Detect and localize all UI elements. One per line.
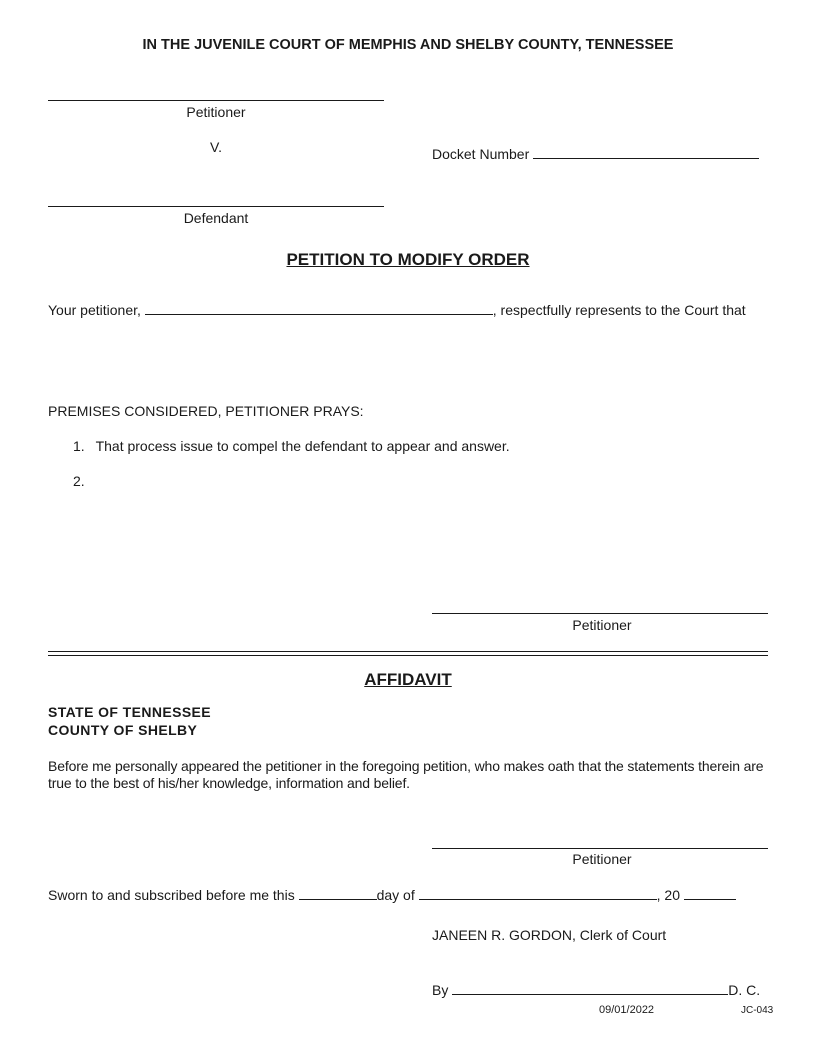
prayer-item bbox=[73, 473, 92, 489]
revision-date: 09/01/2022 bbox=[599, 1004, 655, 1016]
docket-number-field[interactable] bbox=[533, 144, 759, 159]
docket-number-label: Docket Number bbox=[432, 146, 530, 162]
sworn-day-label: day of bbox=[376, 887, 415, 903]
sworn-prefix: Sworn to and subscribed before me this bbox=[48, 887, 295, 903]
affidavit-signature-label: Petitioner bbox=[572, 851, 632, 867]
premises-text: PREMISES CONSIDERED, PETITIONER PRAYS: bbox=[48, 403, 364, 419]
sworn-row bbox=[48, 885, 736, 903]
prayer-number: 1. bbox=[73, 438, 85, 454]
oath-text: Before me personally appeared the petitioner in the foregoing petition, who makes oath that the statements therein are true to the best of his/her knowledge, information and belief. bbox=[48, 758, 764, 791]
sworn-year-field[interactable] bbox=[684, 885, 736, 900]
sworn-month-field[interactable] bbox=[419, 885, 657, 900]
petition-title: PETITION TO MODIFY ORDER bbox=[286, 250, 530, 269]
intro-petitioner-field[interactable] bbox=[145, 300, 493, 315]
versus-label: V. bbox=[210, 139, 222, 155]
county-line: COUNTY OF SHELBY bbox=[48, 722, 198, 738]
affidavit-title: AFFIDAVIT bbox=[364, 670, 452, 689]
dc-label: D. C. bbox=[728, 982, 761, 998]
sworn-year-label: , 20 bbox=[656, 887, 680, 903]
prayer-text: That process issue to compel the defendant to appear and answer. bbox=[95, 438, 510, 454]
deputy-clerk-row bbox=[432, 980, 760, 998]
petition-signature-field[interactable] bbox=[432, 613, 768, 614]
by-label: By bbox=[432, 982, 449, 998]
defendant-name-field[interactable] bbox=[48, 206, 384, 207]
form-code: JC-043 bbox=[741, 1005, 774, 1016]
petitioner-label: Petitioner bbox=[186, 104, 246, 120]
clerk-name: JANEEN R. GORDON, Clerk of Court bbox=[432, 927, 667, 943]
prayer-item bbox=[73, 438, 510, 454]
prayer-number: 2. bbox=[73, 473, 85, 489]
state-line: STATE OF TENNESSEE bbox=[48, 704, 212, 720]
petitioner-name-field[interactable] bbox=[48, 100, 384, 101]
defendant-label: Defendant bbox=[183, 210, 249, 226]
intro-prefix: Your petitioner, bbox=[48, 302, 141, 318]
petition-signature-label: Petitioner bbox=[572, 617, 632, 633]
intro-suffix: , respectfully represents to the Court that bbox=[492, 302, 746, 318]
deputy-clerk-signature-field[interactable] bbox=[452, 980, 728, 995]
affidavit-signature-field[interactable] bbox=[432, 848, 768, 849]
court-title: IN THE JUVENILE COURT OF MEMPHIS AND SHELBY COUNTY, TENNESSEE bbox=[142, 37, 674, 53]
petitioner-intro-row bbox=[48, 300, 746, 318]
docket-number-row bbox=[432, 144, 759, 162]
section-divider bbox=[48, 651, 768, 656]
sworn-day-field[interactable] bbox=[299, 885, 377, 900]
